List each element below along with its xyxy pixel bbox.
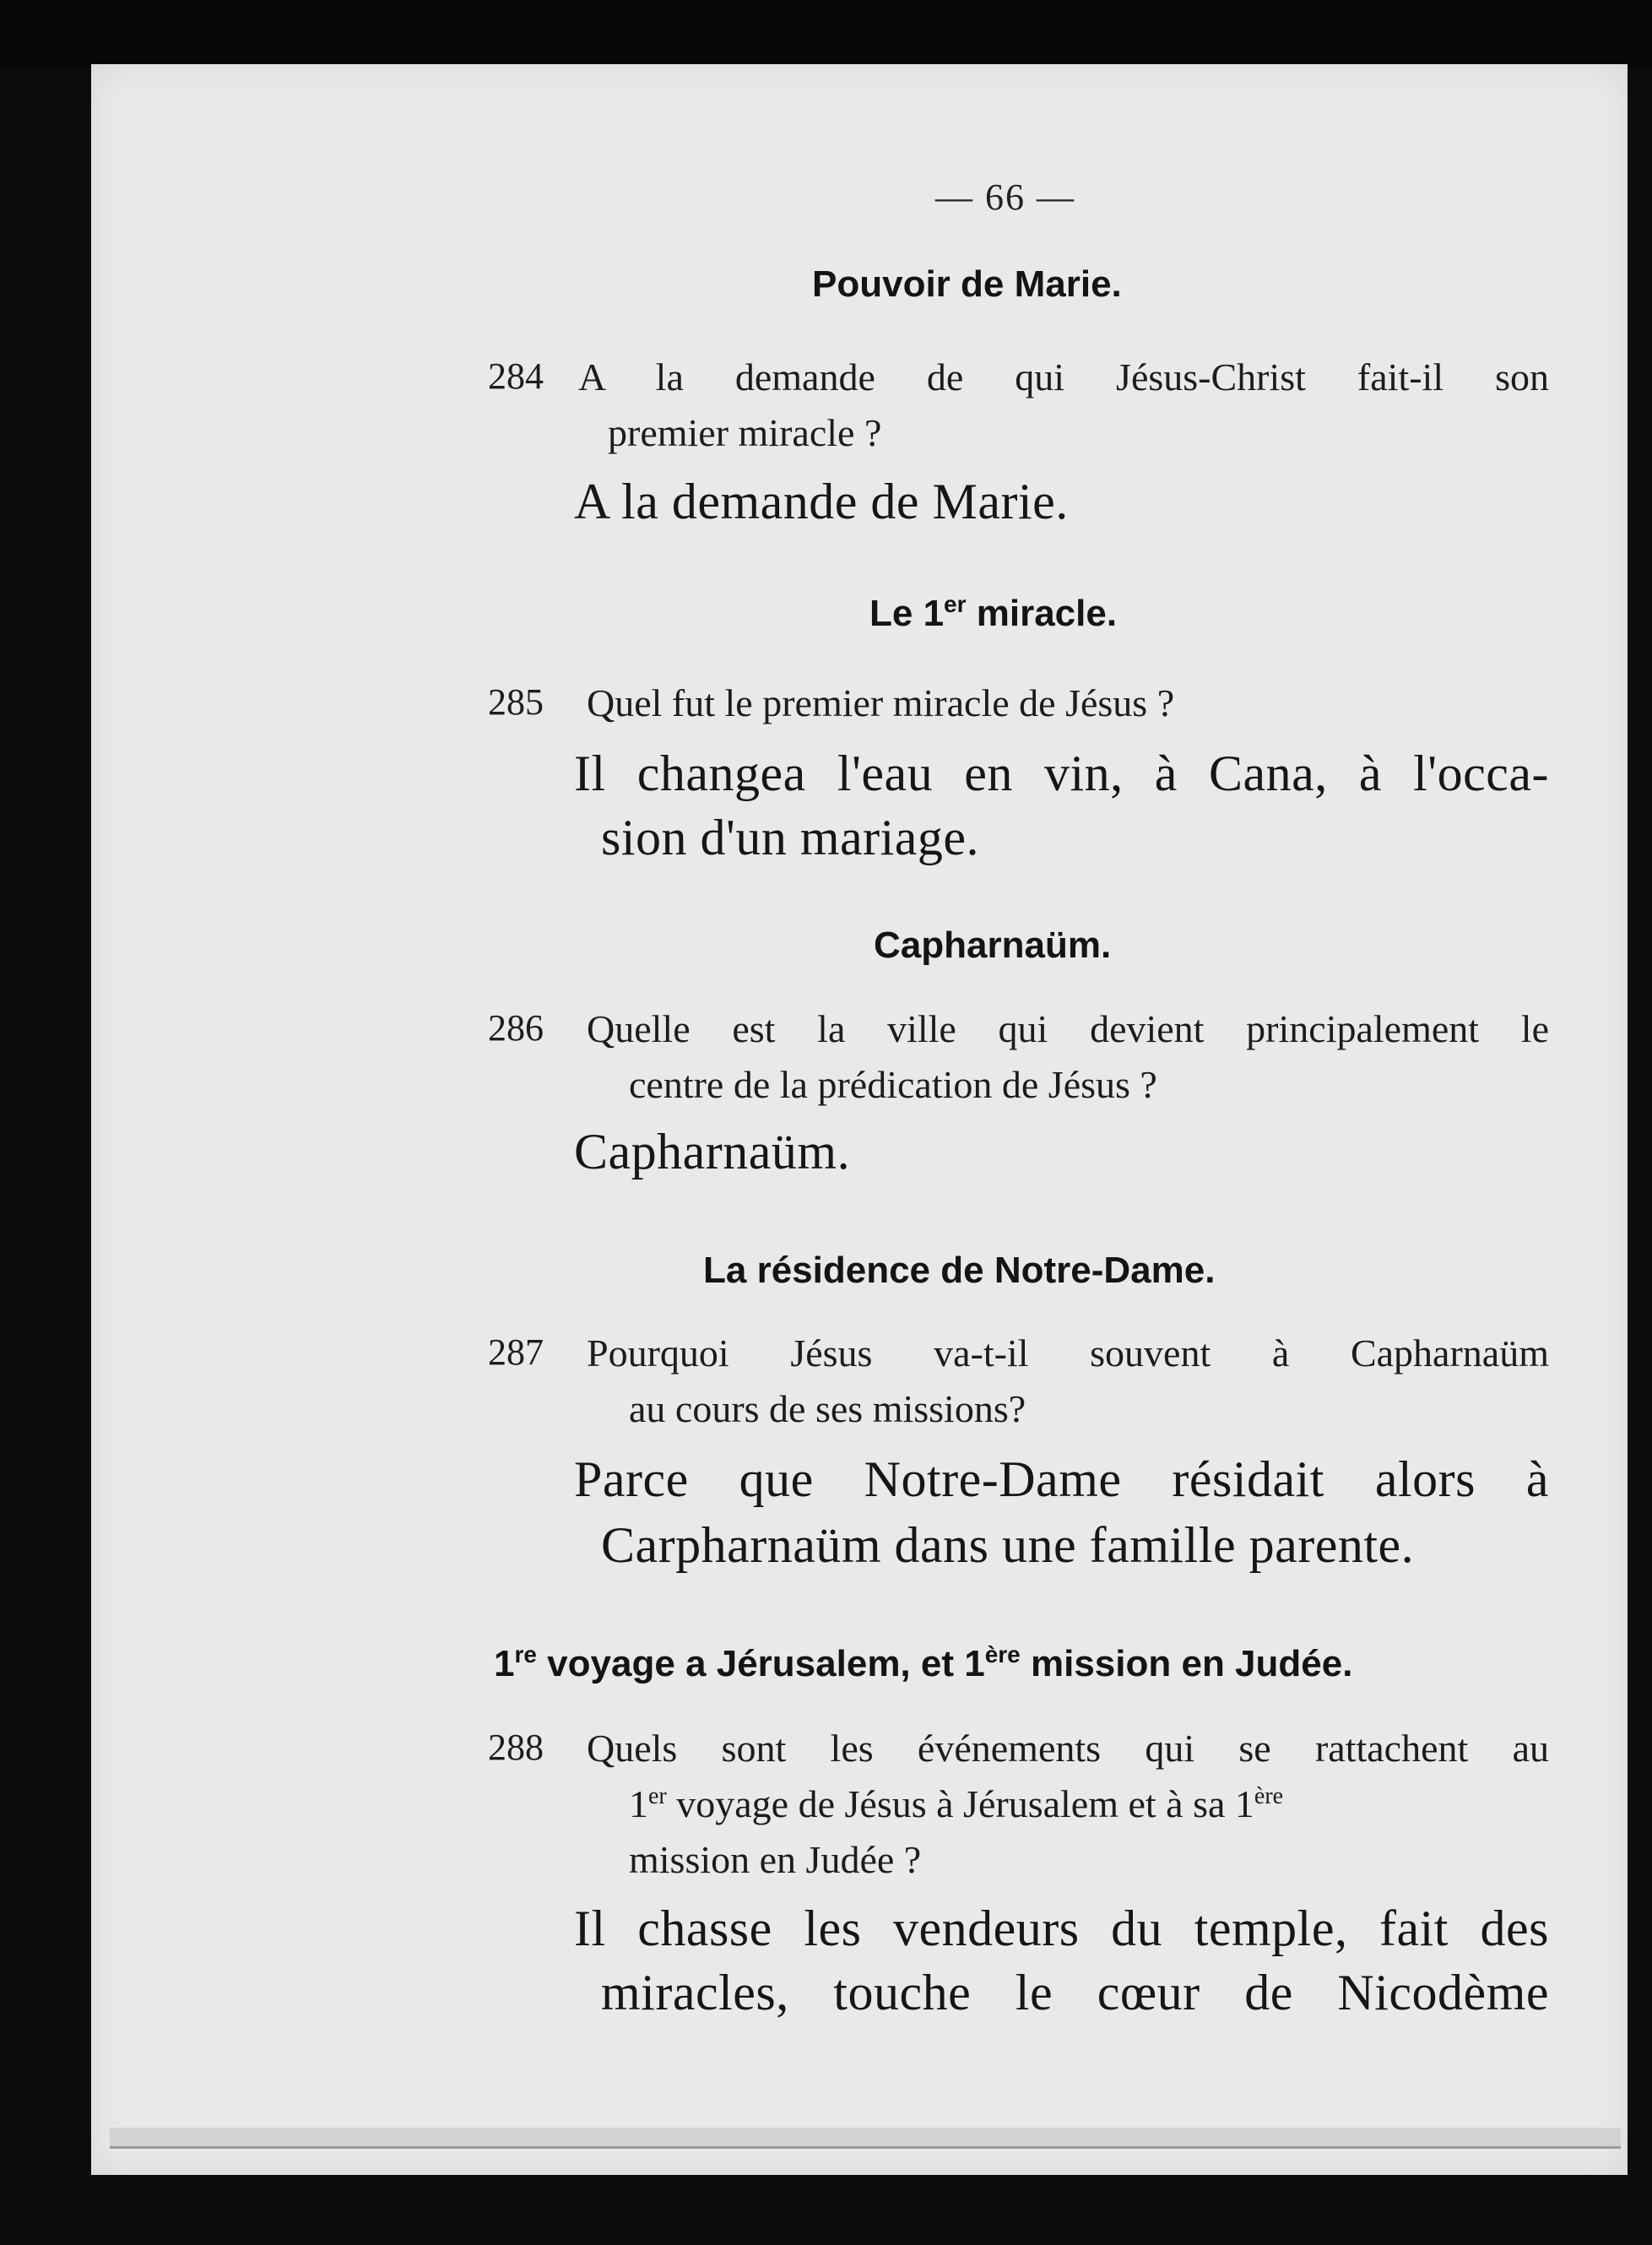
answer-288-line-1: Il chasse les vendeurs du temple, fait des: [574, 1901, 1549, 1956]
question-number-288: 288: [488, 1727, 544, 1768]
question-288-line-1: Quels sont les événements qui se rattachent au: [587, 1727, 1549, 1770]
question-284-line-2: premier miracle ?: [608, 411, 882, 454]
section-heading-voyage-jerusalem: 1re voyage a Jérusalem, et 1ère mission en Judée.: [494, 1641, 1353, 1684]
answer-285-line-2: sion d'un mariage.: [601, 810, 980, 865]
question-284-line-1: A la demande de qui Jésus-Christ fait-il son: [578, 355, 1549, 399]
question-286-line-1: Quelle est la ville qui devient principalement le: [587, 1007, 1549, 1050]
question-285-line-1: Quel fut le premier miracle de Jésus ?: [587, 681, 1175, 724]
question-number-284: 284: [488, 355, 544, 397]
page-number: — 66 —: [935, 176, 1075, 218]
section-heading-residence-notre-dame: La résidence de Notre-Dame.: [703, 1250, 1216, 1291]
page-bottom-edge: [110, 2128, 1621, 2149]
question-number-286: 286: [488, 1007, 544, 1049]
section-heading-le-1er-miracle: Le 1er miracle.: [869, 591, 1118, 634]
section-heading-pouvoir-de-marie: Pouvoir de Marie.: [812, 263, 1122, 305]
question-287-line-1: Pourquoi Jésus va-t-il souvent à Capharnaüm: [587, 1331, 1549, 1375]
answer-285-line-1: Il changea l'eau en vin, à Cana, à l'occa-: [574, 746, 1549, 801]
question-287-line-2: au cours de ses missions?: [629, 1387, 1026, 1430]
question-286-line-2: centre de la prédication de Jésus ?: [629, 1063, 1157, 1106]
answer-286-line-1: Capharnaüm.: [574, 1124, 851, 1179]
answer-288-line-2: miracles, touche le cœur de Nicodème: [601, 1965, 1549, 2020]
answer-287-line-1: Parce que Notre-Dame résidait alors à: [574, 1451, 1549, 1507]
answer-284-line-1: A la demande de Marie.: [574, 474, 1069, 529]
question-288-line-2: 1er voyage de Jésus à Jérusalem et à sa 1ère: [629, 1782, 1284, 1825]
answer-287-line-2: Carpharnaüm dans une famille parente.: [601, 1517, 1415, 1573]
section-heading-capharnaum: Capharnaüm.: [874, 925, 1112, 966]
question-number-287: 287: [488, 1331, 544, 1373]
scan-border-top: [0, 0, 1652, 68]
question-number-285: 285: [488, 681, 544, 723]
question-288-line-3: mission en Judée ?: [629, 1838, 922, 1881]
